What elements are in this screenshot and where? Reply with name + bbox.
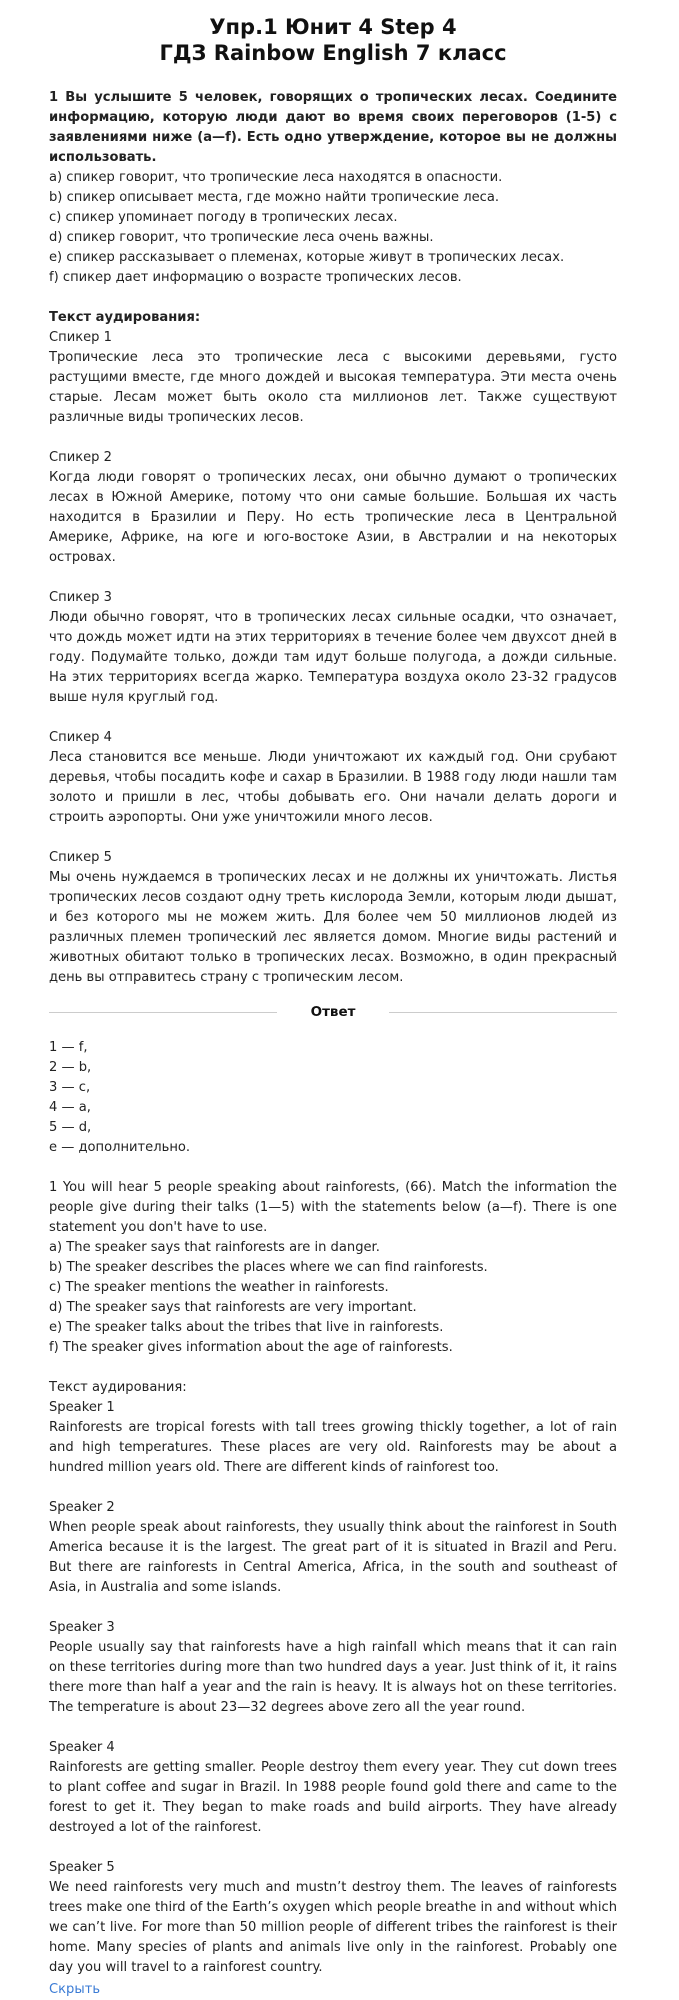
task-text-ru: 1 Вы услышите 5 человек, говорящих о тропических лесах. Соедините информацию, которую люди дают во время своих переговоров (1-5) с заявлениями ниже (a—f). Есть одно утверждение, которое вы не должны использовать.	[49, 90, 617, 165]
hide-link[interactable]: Скрыть	[49, 1982, 101, 1997]
speaker-text-en-4: Rainforests are getting smaller. People destroy them every year. They cut down trees to plant coffee and sugar in Brazil. In 1988 people found gold there and came to the forest to get it. They began to make roads and build airports. They have already destroyed a lot of the rainforest.	[49, 1760, 617, 1835]
page-title-line1: Упр.1 Юнит 4 Step 4	[209, 15, 457, 39]
answer-item-4: 4 — a,	[49, 1100, 91, 1115]
speaker-text-en-5: We need rainforests very much and mustn’t destroy them. The leaves of rainforests trees make one third of the Earth’s oxygen which people breathe in and without which we can’t live. For more than 50 million people of different tribes the rainforest is their home. Many species of plants and animals live only in the rainforest. Probably one day you will travel to a rainforest country.	[49, 1880, 617, 1975]
statement-ru-f: f) спикер дает информацию о возрасте тропических лесов.	[49, 270, 462, 285]
speaker-label-en-5: Speaker 5	[49, 1860, 115, 1875]
answer-item-1: 1 — f,	[49, 1040, 88, 1055]
answer-item-extra: e — дополнительно.	[49, 1140, 191, 1155]
statement-en-a: a) The speaker says that rainforests are in danger.	[49, 1240, 380, 1255]
divider-line-left	[49, 1012, 277, 1013]
statement-en-c: c) The speaker mentions the weather in rainforests.	[49, 1280, 389, 1295]
answer-item-2: 2 — b,	[49, 1060, 92, 1075]
statement-en-d: d) The speaker says that rainforests are very important.	[49, 1300, 417, 1315]
statement-en-b: b) The speaker describes the places where we can find rainforests.	[49, 1260, 488, 1275]
statement-ru-b: b) спикер описывает места, где можно найти тропические леса.	[49, 190, 500, 205]
speaker-label-en-4: Speaker 4	[49, 1740, 115, 1755]
speaker-label-en-3: Speaker 3	[49, 1620, 115, 1635]
speaker-text-ru-2: Когда люди говорят о тропических лесах, они обычно думают о тропических лесах в Южной Америке, потому что они самые большие. Большая их часть находится в Бразилии и Перу. Но есть тропические леса в Центральной Америке, Африке, на юге и юго-востоке Азии, в Австралии и на некоторых островах.	[49, 470, 617, 565]
answer-item-3: 3 — c,	[49, 1080, 91, 1095]
answer-label: Ответ	[310, 1004, 356, 1020]
page-title-line2: ГДЗ Rainbow English 7 класс	[159, 41, 507, 65]
speaker-text-en-3: People usually say that rainforests have a high rainfall which means that it can rain on these territories during more than two hundred days a year. Just think of it, it rains there more than half a year and the rain is heavy. It is always hot on these territories. The temperature is about 23—32 degrees above zero all the year round.	[49, 1640, 617, 1715]
statement-ru-a: a) спикер говорит, что тропические леса находятся в опасности.	[49, 170, 503, 185]
statement-en-f: f) The speaker gives information about the age of rainforests.	[49, 1340, 453, 1355]
speaker-text-ru-4: Леса становится все меньше. Люди уничтожают их каждый год. Они срубают деревья, чтобы посадить кофе и сахар в Бразилии. В 1988 году люди нашли там золото и пришли в лес, чтобы добывать его. Они начали делать дороги и строить аэропорты. Они уже уничтожили много лесов.	[49, 750, 617, 825]
speaker-text-ru-3: Люди обычно говорят, что в тропических лесах сильные осадки, что означает, что дождь может идти на этих территориях в течение более чем двухсот дней в году. Подумайте только, дожди там идут больше полугода, а дожди сильные. На этих территориях всегда жарко. Температура воздуха около 23-32 градусов выше нуля круглый год.	[49, 610, 617, 705]
speaker-text-ru-1: Тропические леса это тропические леса с высокими деревьями, густо растущими вместе, где много дождей и высокая температура. Эти места очень старые. Лесам может быть около ста миллионов лет. Также существуют различные виды тропических лесов.	[49, 350, 617, 425]
speaker-label-ru-1: Спикер 1	[49, 330, 112, 345]
speaker-text-ru-5: Мы очень нуждаемся в тропических лесах и не должны их уничтожать. Листья тропических лесов создают одну треть кислорода Земли, которым люди дышат, и без которого мы не можем жить. Для более чем 50 миллионов людей из различных племен тропический лес является домом. Многие виды растений и животных обитают только в тропических лесах. Возможно, в один прекрасный день вы отправитесь страну с тропическим лесом.	[49, 870, 617, 985]
page-title	[49, 14, 617, 66]
statement-ru-c: c) спикер упоминает погоду в тропических лесах.	[49, 210, 398, 225]
speaker-text-en-2: When people speak about rainforests, they usually think about the rainforest in South America because it is the largest. The great part of it is situated in Brazil and Peru. But there are rainforests in Central America, Africa, in the south and southeast of Asia, in Australia and some islands.	[49, 1520, 617, 1595]
speaker-label-ru-4: Спикер 4	[49, 730, 112, 745]
statement-ru-d: d) спикер говорит, что тропические леса очень важны.	[49, 230, 434, 245]
answer-divider	[49, 1002, 617, 1022]
speaker-label-ru-5: Спикер 5	[49, 850, 112, 865]
answer-item-5: 5 — d,	[49, 1120, 92, 1135]
task-text-en: 1 You will hear 5 people speaking about rainforests, (66). Match the information the people give during their talks (1—5) with the statements below (a—f). There is one statement you don't have to use.	[49, 1180, 617, 1235]
speaker-label-ru-3: Спикер 3	[49, 590, 112, 605]
speaker-label-en-1: Speaker 1	[49, 1400, 115, 1415]
divider-line-right	[389, 1012, 617, 1013]
statement-en-e: e) The speaker talks about the tribes that live in rainforests.	[49, 1320, 444, 1335]
transcript-heading-ru: Текст аудирования:	[49, 310, 201, 325]
speaker-text-en-1: Rainforests are tropical forests with tall trees growing thickly together, a lot of rain and high temperatures. These places are very old. Rainforests may be about a hundred million years old. There are different kinds of rainforest too.	[49, 1420, 617, 1475]
speaker-label-en-2: Speaker 2	[49, 1500, 115, 1515]
speaker-label-ru-2: Спикер 2	[49, 450, 112, 465]
transcript-heading-en: Текст аудирования:	[49, 1380, 187, 1395]
statement-ru-e: e) спикер рассказывает о племенах, которые живут в тропических лесах.	[49, 250, 565, 265]
